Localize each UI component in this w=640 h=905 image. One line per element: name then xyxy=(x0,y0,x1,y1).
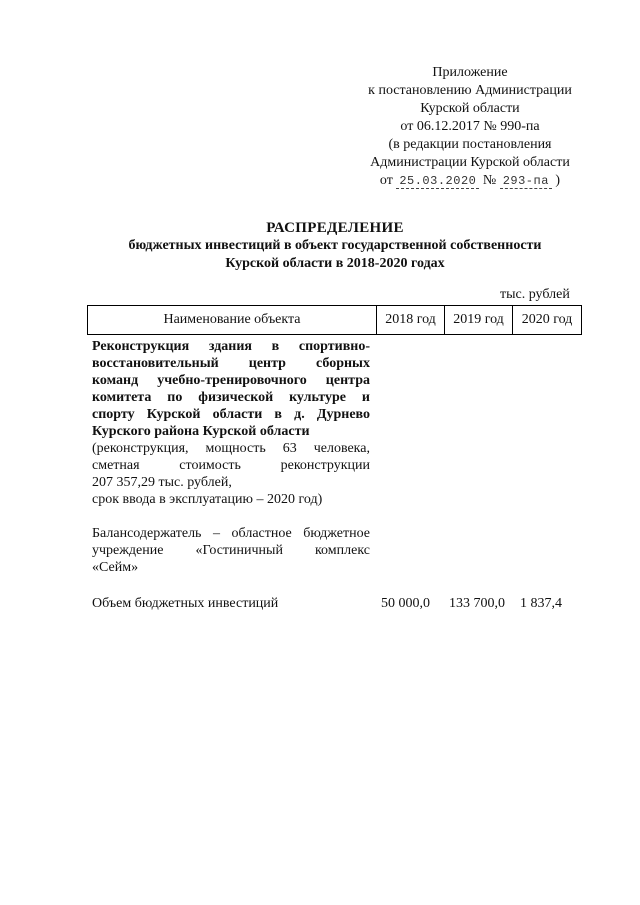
object-name-line: восстановительный центр сборных xyxy=(92,356,370,371)
volume-label: Объем бюджетных инвестиций xyxy=(92,596,279,611)
appendix-line-5: (в редакции постановления xyxy=(388,137,552,152)
header-2018: 2018 год xyxy=(377,306,445,335)
number-prefix: № xyxy=(482,173,497,188)
object-detail-line: 207 357,29 тыс. рублей, xyxy=(92,475,232,490)
document-title xyxy=(80,219,590,273)
object-detail-line: (реконструкция, мощность 63 человека, xyxy=(92,441,370,456)
volume-2018: 50 000,0 xyxy=(381,596,430,611)
appendix-line-1: Приложение xyxy=(432,65,508,80)
object-detail-line: сметная стоимость реконструкции xyxy=(92,458,370,473)
object-name-line: команд учебно-тренировочного центра xyxy=(92,373,370,388)
holder-line: Балансодержатель – областное бюджетное xyxy=(92,526,370,541)
appendix-line-2: к постановлению Администрации xyxy=(368,83,572,98)
table-header xyxy=(87,305,582,335)
object-name-line: Реконструкция здания в спортивно- xyxy=(92,339,370,354)
object-name-line: Курского района Курской области xyxy=(92,424,310,439)
object-name-line: спорту Курской области в д. Дурнево xyxy=(92,407,370,422)
header-object-name: Наименование объекта xyxy=(88,306,377,335)
appendix-block xyxy=(345,64,595,190)
holder-line: учреждение «Гостиничный комплекс xyxy=(92,543,370,558)
volume-2020: 1 837,4 xyxy=(520,596,562,611)
appendix-date-line xyxy=(345,172,595,190)
appendix-line-4: от 06.12.2017 № 990-па xyxy=(400,119,540,134)
spacer xyxy=(92,508,370,525)
object-name-line: комитета по физической культуре и xyxy=(92,390,370,405)
volume-2019: 133 700,0 xyxy=(449,596,505,611)
header-2019: 2019 год xyxy=(445,306,513,335)
units-label: тыс. рублей xyxy=(500,287,570,302)
closing-paren: ) xyxy=(555,173,561,188)
header-2020: 2020 год xyxy=(513,306,582,335)
object-description xyxy=(92,338,370,576)
holder-line: «Сейм» xyxy=(92,560,139,575)
title-subheading-1: бюджетных инвестиций в объект государственной собственности xyxy=(128,238,542,253)
date-prefix: от xyxy=(379,173,393,188)
appendix-line-3: Курской области xyxy=(420,101,520,116)
amendment-date: 25.03.2020 xyxy=(396,174,479,189)
appendix-line-6: Администрации Курской области xyxy=(370,155,570,170)
amendment-number: 293-па xyxy=(500,174,552,189)
object-detail-line: срок ввода в эксплуатацию – 2020 год) xyxy=(92,492,323,507)
title-subheading-2: Курской области в 2018-2020 годах xyxy=(225,256,445,271)
title-heading: РАСПРЕДЕЛЕНИЕ xyxy=(266,220,404,236)
table-header-row xyxy=(88,306,582,335)
